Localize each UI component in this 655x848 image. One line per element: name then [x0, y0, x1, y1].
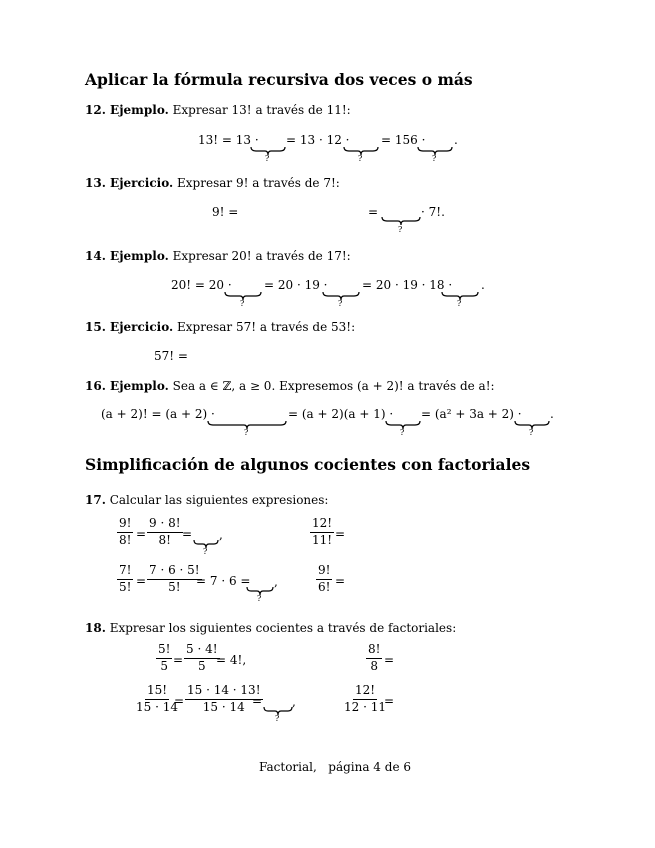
formula-part: (a + 2)! = (a + 2) · [101, 407, 215, 421]
denominator: 5! [168, 579, 181, 594]
formula-part: , [219, 528, 223, 542]
placeholder-mark: ? [265, 154, 270, 163]
item-text: Expresar 20! a través de 17!: [172, 249, 351, 263]
placeholder-mark: ? [358, 154, 363, 163]
formula-part: , [274, 575, 278, 589]
formula-part: = [384, 653, 395, 667]
placeholder-mark: ? [338, 299, 343, 308]
formula-part: = [136, 527, 147, 541]
formula-part: = 20 · 19 · 18 · [362, 278, 453, 292]
denominator: 8 [370, 658, 379, 673]
formula-part: = [182, 527, 193, 541]
numerator: 12! [310, 517, 334, 533]
item-text: Expresar los siguientes cocientes a través de factoriales: [109, 621, 457, 635]
fraction [316, 564, 332, 595]
fraction [117, 517, 133, 548]
formula-part: = [136, 574, 147, 588]
denominator: 11! [312, 532, 333, 547]
denominator: 5 [160, 658, 169, 673]
placeholder-mark: ? [240, 299, 245, 308]
numerator: 15 · 14 · 13! [185, 684, 263, 700]
formula-part: = [335, 574, 346, 588]
formula-part: = [174, 694, 185, 708]
denominator: 5 [197, 658, 206, 673]
item-text: Expresar 13! a través de 11!: [172, 103, 351, 117]
numerator: 9! [117, 517, 133, 533]
denominator: 15 · 14 [202, 699, 245, 714]
item-text: Expresar 9! a través de 7!: [177, 176, 340, 190]
item-label: 18. [85, 621, 106, 635]
item-16 [85, 379, 495, 393]
fraction [117, 564, 133, 595]
fraction [342, 684, 388, 715]
denominator: 5! [119, 579, 132, 594]
fraction [147, 564, 202, 595]
placeholder-mark: ? [398, 225, 403, 234]
item-15 [85, 320, 355, 334]
denominator: 15 · 14 [136, 699, 178, 714]
section-title: Aplicar la fórmula recursiva dos veces o más [85, 70, 473, 89]
numerator: 9! [316, 564, 332, 580]
item-label: 14. Ejemplo. [85, 249, 169, 263]
denominator: 12 · 11 [344, 699, 386, 714]
placeholder-mark: ? [457, 299, 462, 308]
formula-part: 13! = 13 · [198, 133, 259, 147]
numerator: 8! [366, 643, 382, 659]
fraction [310, 517, 334, 548]
item-text: Expresar 57! a través de 53!: [177, 320, 356, 334]
numerator: 5! [156, 643, 172, 659]
placeholder-mark: ? [432, 154, 437, 163]
formula-part: = (a + 2)(a + 1) · [288, 407, 394, 421]
formula-part: = [173, 653, 184, 667]
formula-part: = [384, 694, 395, 708]
item-label: 17. [85, 493, 106, 507]
item-text: Sea a ∈ ℤ, a ≥ 0. Expresemos (a + 2)! a través de a!: [172, 379, 495, 393]
formula-part: 20! = 20 · [171, 278, 232, 292]
formula-part: . [454, 133, 458, 147]
placeholder-mark: ? [257, 594, 262, 603]
page-footer: Factorial, página 4 de 6 [259, 760, 411, 774]
formula-part: = [252, 694, 263, 708]
item-label: 15. Ejercicio. [85, 320, 174, 334]
formula-part: . [481, 278, 485, 292]
formula-part: · 7!. [421, 205, 445, 219]
formula-part: , [292, 695, 296, 709]
numerator: 7! [117, 564, 133, 580]
fraction [185, 684, 263, 715]
item-label: 13. Ejercicio. [85, 176, 174, 190]
numerator: 7 · 6 · 5! [147, 564, 202, 580]
placeholder-mark: ? [529, 428, 534, 437]
denominator: 8! [119, 532, 132, 547]
formula-part: = 156 · [381, 133, 426, 147]
item-18 [85, 621, 456, 635]
formula-part: 57! = [154, 349, 188, 363]
section-title: Simplificación de algunos cocientes con factoriales [85, 455, 531, 474]
fraction [366, 643, 382, 674]
numerator: 5 · 4! [184, 643, 220, 659]
numerator: 15! [145, 684, 169, 700]
placeholder-mark: ? [275, 714, 280, 723]
denominator: 8! [158, 532, 171, 547]
fraction [184, 643, 220, 674]
placeholder-mark: ? [203, 547, 208, 556]
numerator: 9 · 8! [147, 517, 183, 533]
numerator: 12! [353, 684, 377, 700]
fraction [147, 517, 183, 548]
formula-part: = (a² + 3a + 2) · [421, 407, 522, 421]
formula-part: = [335, 527, 346, 541]
formula-part: = 13 · 12 · [286, 133, 350, 147]
denominator: 6! [318, 579, 331, 594]
formula-part: = 4!, [216, 653, 247, 667]
item-label: 16. Ejemplo. [85, 379, 169, 393]
formula-part: . [550, 407, 554, 421]
placeholder-mark: ? [244, 428, 249, 437]
item-17 [85, 493, 328, 507]
formula-part: = 7 · 6 = [196, 574, 251, 588]
formula-part: = [368, 205, 379, 219]
item-14 [85, 249, 351, 263]
formula-part: 9! = [212, 205, 239, 219]
item-label: 12. Ejemplo. [85, 103, 169, 117]
item-text: Calcular las siguientes expresiones: [109, 493, 329, 507]
formula-part: = 20 · 19 · [264, 278, 328, 292]
item-13 [85, 176, 340, 190]
placeholder-mark: ? [400, 428, 405, 437]
item-12 [85, 103, 351, 117]
fraction [156, 643, 172, 674]
